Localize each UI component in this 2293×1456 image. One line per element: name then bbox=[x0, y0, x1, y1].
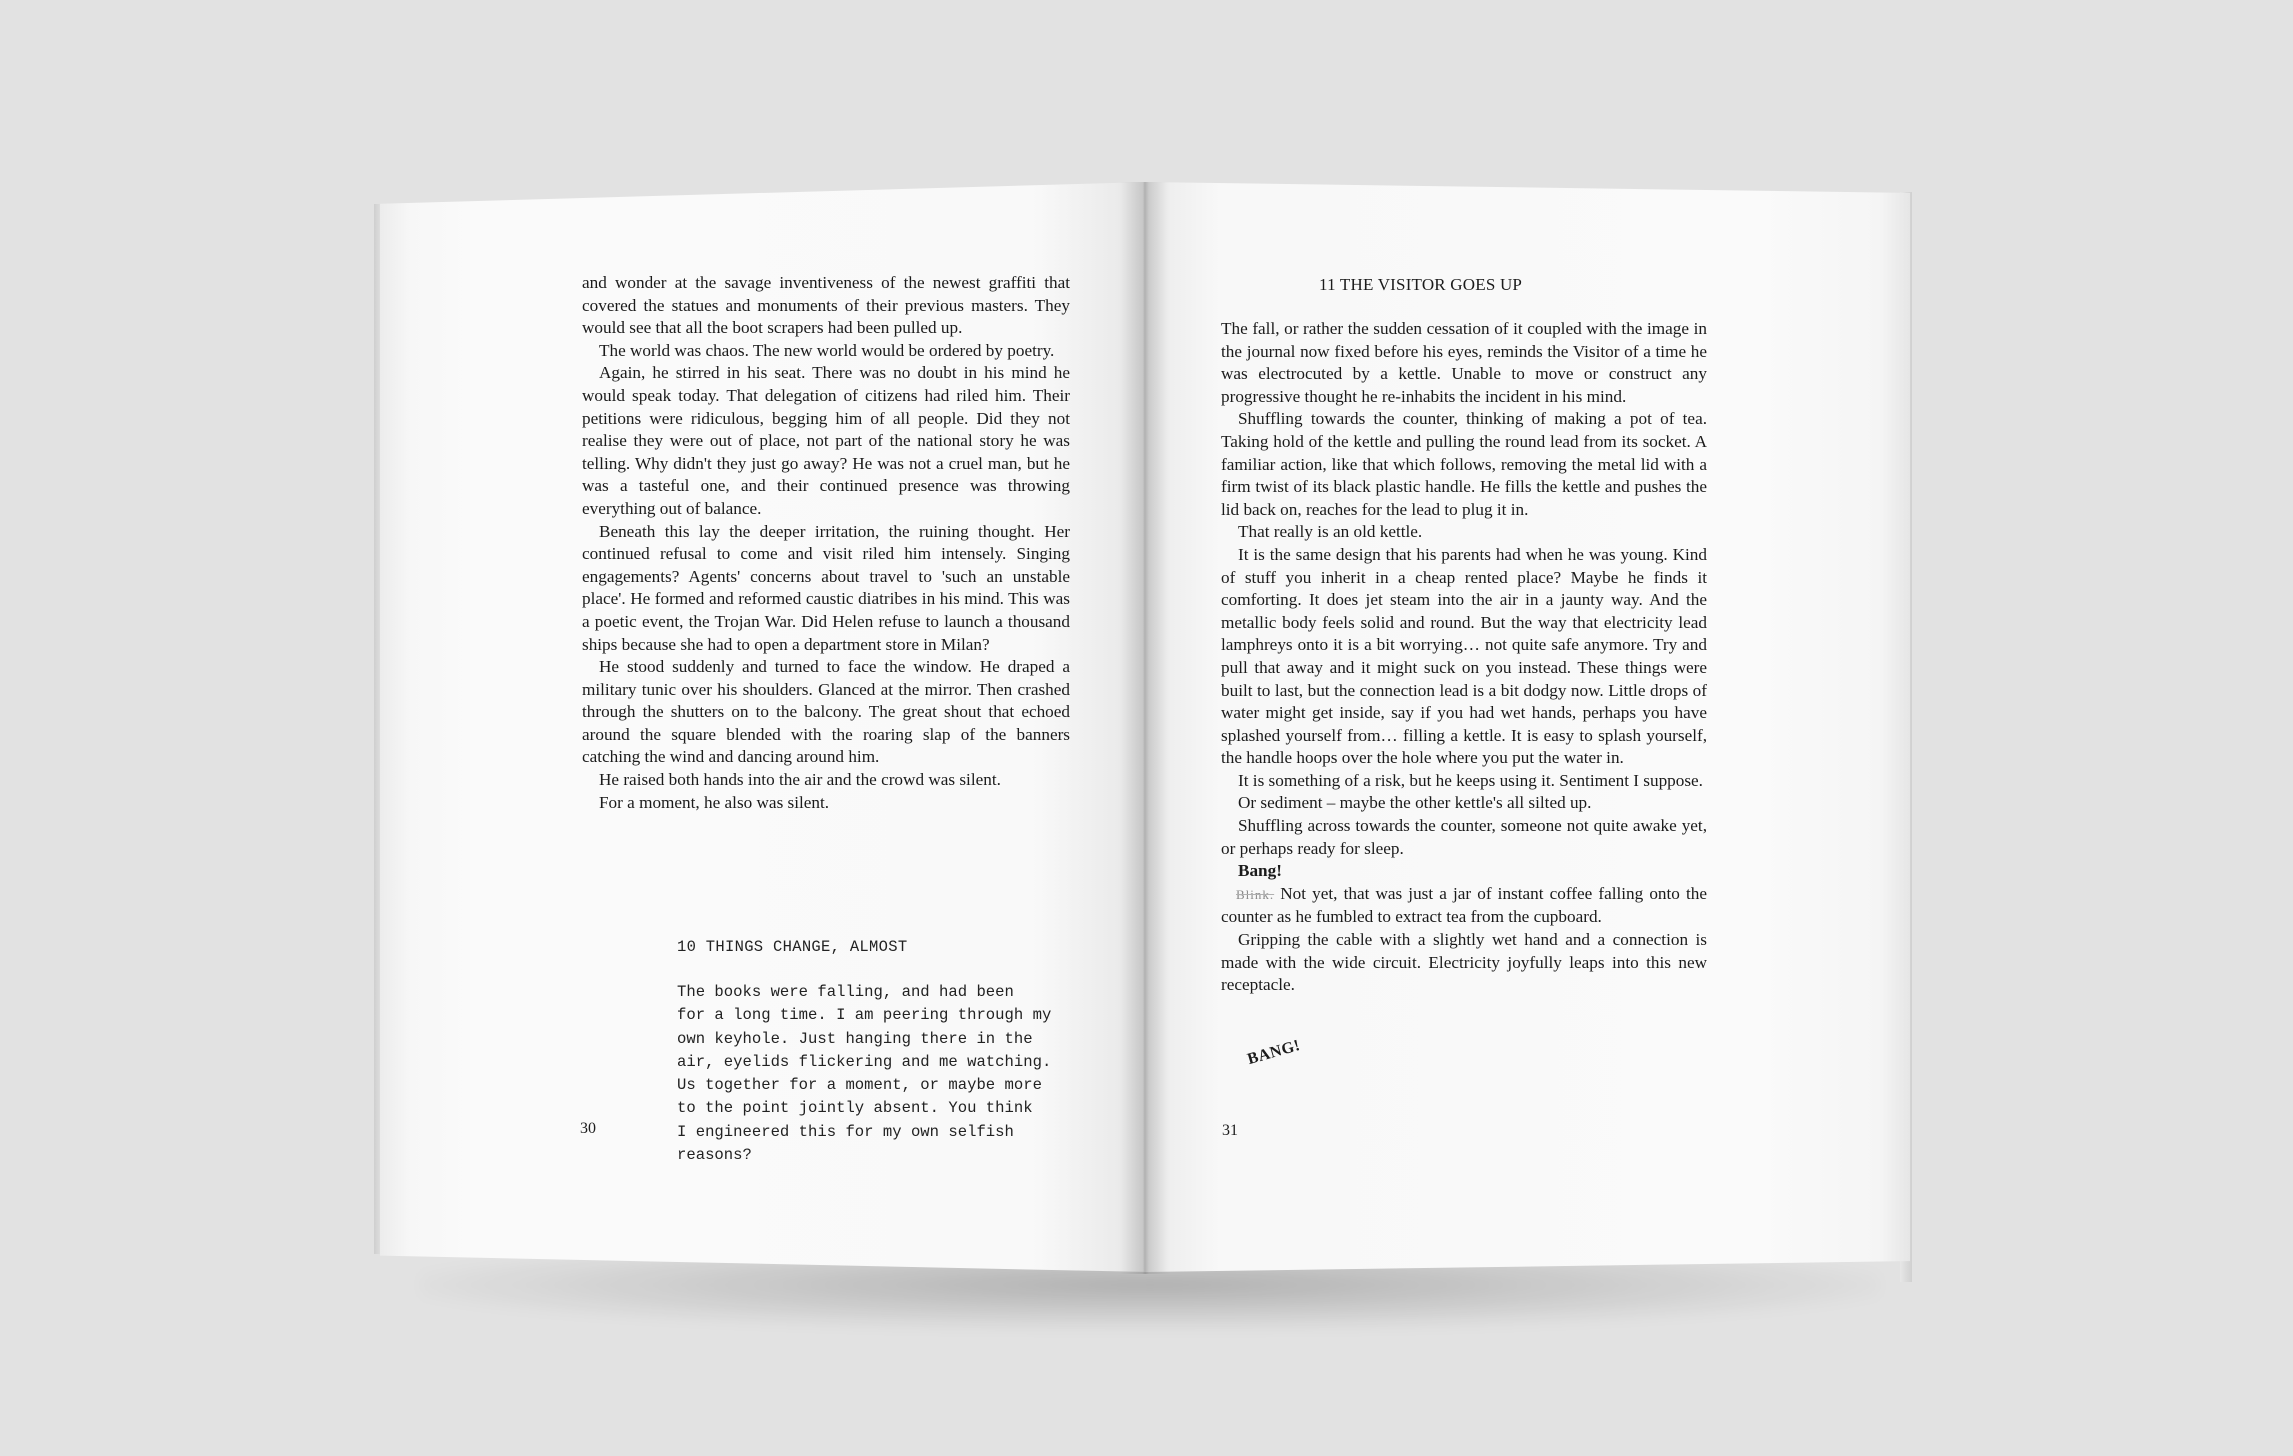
paragraph: Shuffling towards the counter, thinking of making a pot of tea. Taking hold of the kettle and pulling the round lead from its socket. A familiar action, like that which follows, removing the metal lid with a firm twist of its black plastic handle. He fills the kettle and pushes the lid back on, reaches for the lead to plug it in. bbox=[1221, 409, 1707, 519]
blink-rest: Not yet, that was just a jar of instant coffee falling onto the counter as he fumbled to extract tea from the cupboard. bbox=[1221, 883, 1707, 927]
open-book bbox=[380, 182, 1910, 1297]
paragraph: Or sediment – maybe the other kettle's all silted up. bbox=[1238, 793, 1592, 813]
right-page-paragraphs bbox=[1221, 318, 1707, 860]
section-heading: 10 THINGS CHANGE, ALMOST bbox=[677, 938, 908, 956]
page-number-right: 31 bbox=[1222, 1122, 1238, 1139]
paragraph: It is the same design that his parents had when he was young. Kind of stuff you inherit in a cheap rented place? Maybe he finds it comforting. It does jet steam into the air in a jaunty way. And the metallic body feels solid and round. But the way that electricity lead lamphreys onto it is a bit worrying… not quite safe anymore. Try and pull that away and it might suck on you instead. These things were built to last, but the connection lead is a bit dodgy now. Little drops of water might get inside, say if you had wet hands, perhaps you have splashed yourself from… filling a kettle. It is easy to splash yourself, the handle hoops over the hole where you put the water in. bbox=[1221, 544, 1707, 768]
paragraph: He raised both hands into the air and the crowd was silent. bbox=[599, 770, 1001, 790]
paragraph: He stood suddenly and turned to face the window. He draped a military tunic over his shoulders. Glanced at the mirror. Then crashed through the shutters on to the balcony. The great shout that echoed around the square blended with the roaring slap of the banners catching the wind and dancing around him. bbox=[582, 657, 1070, 767]
paragraph: Beneath this lay the deeper irritation, the ruining thought. Her continued refusal to come and visit riled him intensely. Singing engagements? Agents' concerns about travel to 'such an unstable place'. He formed and reformed caustic diatribes in his mind. This was a poetic event, the Trojan War. Did Helen refuse to launch a thousand ships because she had to open a department store in Milan? bbox=[582, 521, 1070, 654]
paragraph: For a moment, he also was silent. bbox=[599, 792, 830, 812]
chapter-heading: 11 THE VISITOR GOES UP bbox=[1319, 275, 1523, 294]
typewriter-line: air, eyelids flickering and me watching. bbox=[677, 1052, 1052, 1071]
bang-rotated: BANG! bbox=[1245, 1036, 1303, 1069]
right-page-body bbox=[1221, 318, 1707, 997]
paragraph: The world was chaos. The new world would be ordered by poetry. bbox=[599, 340, 1055, 360]
typewriter-line: to the point jointly absent. You think bbox=[677, 1099, 1033, 1118]
page-number-left: 30 bbox=[580, 1120, 596, 1137]
typewriter-line: for a long time. I am peering through my bbox=[677, 1006, 1052, 1025]
typewriter-line: own keyhole. Just hanging there in the bbox=[677, 1029, 1033, 1048]
paragraph: Shuffling across towards the counter, someone not quite awake yet, or perhaps ready for sleep. bbox=[1221, 816, 1707, 858]
typewriter-passage bbox=[677, 981, 1077, 1167]
left-page-body bbox=[582, 272, 1070, 814]
paragraph: Again, he stirred in his seat. There was no doubt in his mind he would speak today. That delegation of citizens had riled him. Their petitions were ridiculous, begging him of all people. Did they not realise they were out of place, not part of the national story he was telling. Why didn't they just go away? He was not a cruel man, but he was a tasteful one, and their continued presence was throwing everything out of balance. bbox=[582, 363, 1070, 518]
blink-word: Blink. bbox=[1236, 886, 1275, 902]
paragraph: and wonder at the savage inventiveness of the newest graffiti that covered the statues and monuments of their previous masters. They would see that all the boot scrapers had been pulled up. bbox=[582, 273, 1070, 338]
typewriter-line: reasons? bbox=[677, 1146, 752, 1165]
typewriter-line: I engineered this for my own selfish bbox=[677, 1122, 1014, 1141]
paragraph: It is something of a risk, but he keeps using it. Sentiment I suppose. bbox=[1238, 770, 1703, 790]
typewriter-line: The books were falling, and had been bbox=[677, 983, 1014, 1001]
book-gutter bbox=[1120, 182, 1170, 1274]
final-paragraph: Gripping the cable with a slightly wet hand and a connection is made with the wide circuit. Electricity joyfully leaps into this new receptacle. bbox=[1221, 930, 1707, 995]
blink-paragraph bbox=[1221, 883, 1707, 929]
paragraph: That really is an old kettle. bbox=[1238, 522, 1423, 542]
bang-line: Bang! bbox=[1238, 861, 1282, 881]
paragraph: The fall, or rather the sudden cessation of it coupled with the image in the journal now fixed before his eyes, reminds the Visitor of a time he was electrocuted by a kettle. Unable to move or construct any progressive thought he re-inhabits the incident in his mind. bbox=[1221, 319, 1707, 406]
typewriter-line: Us together for a moment, or maybe more bbox=[677, 1076, 1042, 1095]
